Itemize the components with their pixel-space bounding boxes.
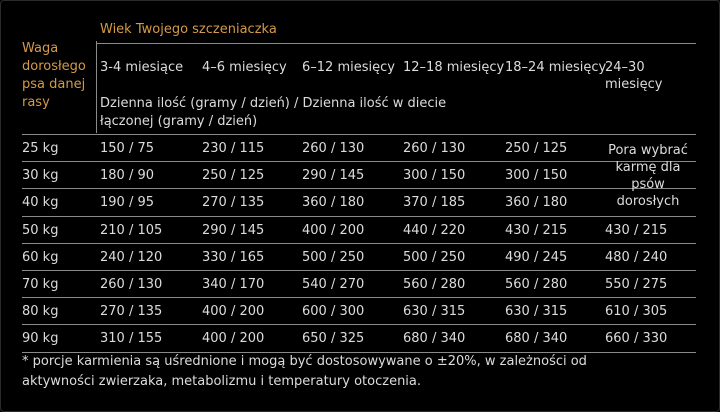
row-divider xyxy=(22,270,696,271)
row-divider xyxy=(22,161,696,162)
table-cell: 680 / 340 xyxy=(403,331,466,346)
table-cell: 400 / 200 xyxy=(202,304,265,319)
table-cell: 240 / 120 xyxy=(100,250,163,265)
table-cell: 360 / 180 xyxy=(505,195,568,210)
table-cell: 630 / 315 xyxy=(403,304,466,319)
table-cell: 260 / 130 xyxy=(100,277,163,292)
age-col-1: 3-4 miesiące xyxy=(100,60,184,75)
table-cell: 250 / 125 xyxy=(202,168,265,183)
table-cell: 560 / 280 xyxy=(403,277,466,292)
daily-amount-label: Dzienna ilość (gramy / dzień) / Dzienna ilość w diecie łączonej (gramy / dzień) xyxy=(100,96,447,129)
row-divider xyxy=(22,243,696,244)
table-cell: 400 / 200 xyxy=(302,223,365,238)
row-divider xyxy=(22,134,696,135)
table-cell: 150 / 75 xyxy=(100,141,154,156)
table-cell: 370 / 185 xyxy=(403,195,466,210)
table-cell: 180 / 90 xyxy=(100,168,154,183)
table-cell: 210 / 105 xyxy=(100,223,163,238)
table-cell: 560 / 280 xyxy=(505,277,568,292)
age-header: Wiek Twojego szczeniaczka xyxy=(100,22,277,37)
table-cell: 540 / 270 xyxy=(302,277,365,292)
table-cell: 270 / 135 xyxy=(202,195,265,210)
row-weight: 40 kg xyxy=(22,195,59,210)
row-weight: 70 kg xyxy=(22,277,59,292)
table-cell: 440 / 220 xyxy=(403,223,466,238)
table-cell: 610 / 305 xyxy=(605,304,668,319)
table-cell: 680 / 340 xyxy=(505,331,568,346)
age-col-2: 4–6 miesięcy xyxy=(202,60,287,75)
table-cell: 300 / 150 xyxy=(505,168,568,183)
row-weight: 60 kg xyxy=(22,250,59,265)
row-divider xyxy=(22,188,696,189)
table-cell: 250 / 125 xyxy=(505,141,568,156)
table-cell: 500 / 250 xyxy=(302,250,365,265)
table-cell: 290 / 145 xyxy=(202,223,265,238)
row-weight: 25 kg xyxy=(22,141,59,156)
table-cell: 630 / 315 xyxy=(505,304,568,319)
table-cell: 400 / 200 xyxy=(202,331,265,346)
table-cell: 480 / 240 xyxy=(605,250,668,265)
table-cell: 310 / 155 xyxy=(100,331,163,346)
table-cell: 340 / 170 xyxy=(202,277,265,292)
weight-column-header: Waga dorosłego psa danej rasy xyxy=(22,41,86,110)
age-col-3: 6–12 miesięcy xyxy=(302,60,395,75)
header-vertical-divider xyxy=(96,41,97,133)
footnote: * porcje karmienia są uśrednione i mogą być dostosowywane o ±20%, w zależności od aktywności zwierzaka, metabolizmu i temperatury otoczenia. xyxy=(22,354,587,389)
row-divider xyxy=(22,297,696,298)
row-weight: 50 kg xyxy=(22,223,59,238)
row-divider xyxy=(22,216,696,217)
table-cell: 430 / 215 xyxy=(505,223,568,238)
table-cell: 360 / 180 xyxy=(302,195,365,210)
table-cell: 230 / 115 xyxy=(202,141,265,156)
age-col-5: 18–24 miesięcy xyxy=(505,60,607,75)
table-cell: 490 / 245 xyxy=(505,250,568,265)
adult-food-note: Pora wybrać karmę dla psów dorosłych xyxy=(608,143,688,209)
header-divider xyxy=(96,43,696,44)
table-cell: 500 / 250 xyxy=(403,250,466,265)
table-cell: 430 / 215 xyxy=(605,223,668,238)
table-cell: 650 / 325 xyxy=(302,331,365,346)
table-cell: 190 / 95 xyxy=(100,195,154,210)
row-weight: 30 kg xyxy=(22,168,59,183)
row-weight: 80 kg xyxy=(22,304,59,319)
table-cell: 270 / 135 xyxy=(100,304,163,319)
table-cell: 300 / 150 xyxy=(403,168,466,183)
table-cell: 600 / 300 xyxy=(302,304,365,319)
age-col-6: 24–30 miesięcy xyxy=(605,60,663,92)
table-cell: 330 / 165 xyxy=(202,250,265,265)
table-cell: 290 / 145 xyxy=(302,168,365,183)
table-cell: 550 / 275 xyxy=(605,277,668,292)
table-cell: 260 / 130 xyxy=(302,141,365,156)
table-cell: 660 / 330 xyxy=(605,331,668,346)
row-divider xyxy=(22,324,696,325)
age-col-4: 12–18 miesięcy xyxy=(403,60,505,75)
table-cell: 260 / 130 xyxy=(403,141,466,156)
row-weight: 90 kg xyxy=(22,331,59,346)
